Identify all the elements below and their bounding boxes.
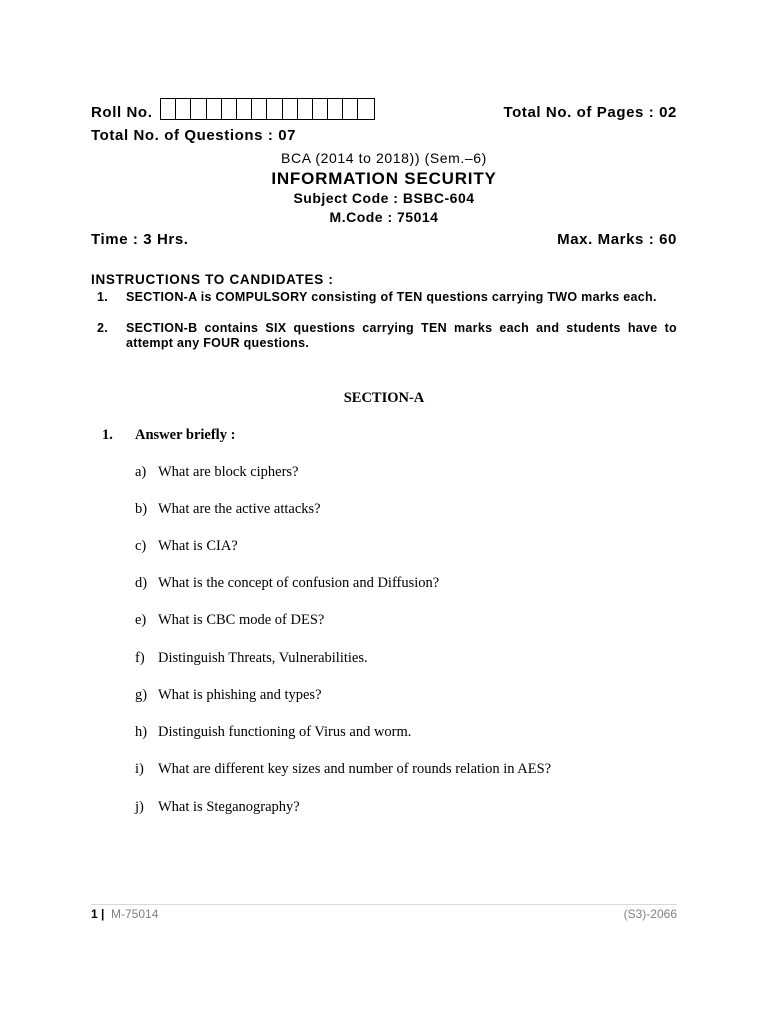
instruction-number: 1. xyxy=(97,290,109,304)
subject-title: INFORMATION SECURITY xyxy=(271,169,497,188)
list-item xyxy=(135,761,551,778)
item-letter: h) xyxy=(135,724,148,740)
m-code: M.Code : 75014 xyxy=(329,209,439,225)
item-text: Distinguish Threats, Vulnerabilities. xyxy=(158,650,368,666)
item-text: What is the concept of confusion and Diffusion? xyxy=(158,575,440,591)
roll-number-box xyxy=(176,99,191,119)
subject-code: Subject Code : BSBC-604 xyxy=(293,190,475,206)
instruction-number: 2. xyxy=(97,321,109,335)
list-item xyxy=(135,650,368,667)
roll-number-box xyxy=(298,99,313,119)
item-letter: f) xyxy=(135,650,145,666)
instruction-text: SECTION-B contains SIX questions carrying TEN marks each and students have to attempt any FOUR questions. xyxy=(126,321,677,350)
item-text: What is CBC mode of DES? xyxy=(158,612,325,628)
question-number: 1. xyxy=(102,427,113,443)
item-letter: c) xyxy=(135,538,147,554)
roll-number-box xyxy=(313,99,328,119)
item-letter: d) xyxy=(135,575,148,591)
item-text: What is CIA? xyxy=(158,538,238,554)
roll-number-box xyxy=(191,99,206,119)
footer-page-number: 1 | xyxy=(91,907,105,921)
item-text: What is Steganography? xyxy=(158,799,300,815)
roll-number-box xyxy=(222,99,237,119)
item-letter: g) xyxy=(135,687,148,703)
list-item xyxy=(135,575,439,592)
roll-number-label: Roll No. xyxy=(91,104,153,121)
item-text: What are the active attacks? xyxy=(158,501,321,517)
list-item xyxy=(135,501,321,518)
instruction-item xyxy=(97,321,677,351)
list-item xyxy=(135,464,299,481)
roll-number-box xyxy=(267,99,282,119)
instruction-text: SECTION-A is COMPULSORY consisting of TEN questions carrying TWO marks each. xyxy=(126,290,657,304)
item-text: What is phishing and types? xyxy=(158,687,322,703)
item-text: Distinguish functioning of Virus and worm. xyxy=(158,724,412,740)
exam-time: Time : 3 Hrs. xyxy=(91,231,189,248)
max-marks: Max. Marks : 60 xyxy=(557,231,677,248)
total-pages: Total No. of Pages : 02 xyxy=(503,104,677,121)
roll-number-box xyxy=(283,99,298,119)
list-item xyxy=(135,687,322,704)
section-title: SECTION-A xyxy=(343,390,425,406)
instructions-heading: INSTRUCTIONS TO CANDIDATES : xyxy=(91,272,334,287)
item-letter: e) xyxy=(135,612,147,628)
item-letter: b) xyxy=(135,501,148,517)
footer-series-code: (S3)-2066 xyxy=(623,907,677,921)
item-letter: a) xyxy=(135,464,147,480)
list-item xyxy=(135,538,238,555)
roll-number-box xyxy=(237,99,252,119)
roll-number-box xyxy=(328,99,343,119)
item-text: What are different key sizes and number of rounds relation in AES? xyxy=(158,761,552,777)
roll-number-box xyxy=(343,99,358,119)
footer-paper-code: M-75014 xyxy=(111,907,159,921)
roll-number-boxes xyxy=(160,98,375,120)
total-questions: Total No. of Questions : 07 xyxy=(91,127,297,144)
list-item xyxy=(135,612,324,629)
item-letter: i) xyxy=(135,761,144,777)
roll-number-box xyxy=(161,99,176,119)
roll-number-box xyxy=(358,99,373,119)
list-item xyxy=(135,799,300,816)
course-line: BCA (2014 to 2018)) (Sem.–6) xyxy=(281,150,487,166)
item-letter: j) xyxy=(135,799,144,815)
footer-divider xyxy=(91,904,677,905)
item-text: What are block ciphers? xyxy=(158,464,299,480)
roll-number-box xyxy=(252,99,267,119)
list-item xyxy=(135,724,411,741)
question-label: Answer briefly : xyxy=(135,427,236,443)
instruction-item xyxy=(97,290,677,305)
roll-number-box xyxy=(207,99,222,119)
